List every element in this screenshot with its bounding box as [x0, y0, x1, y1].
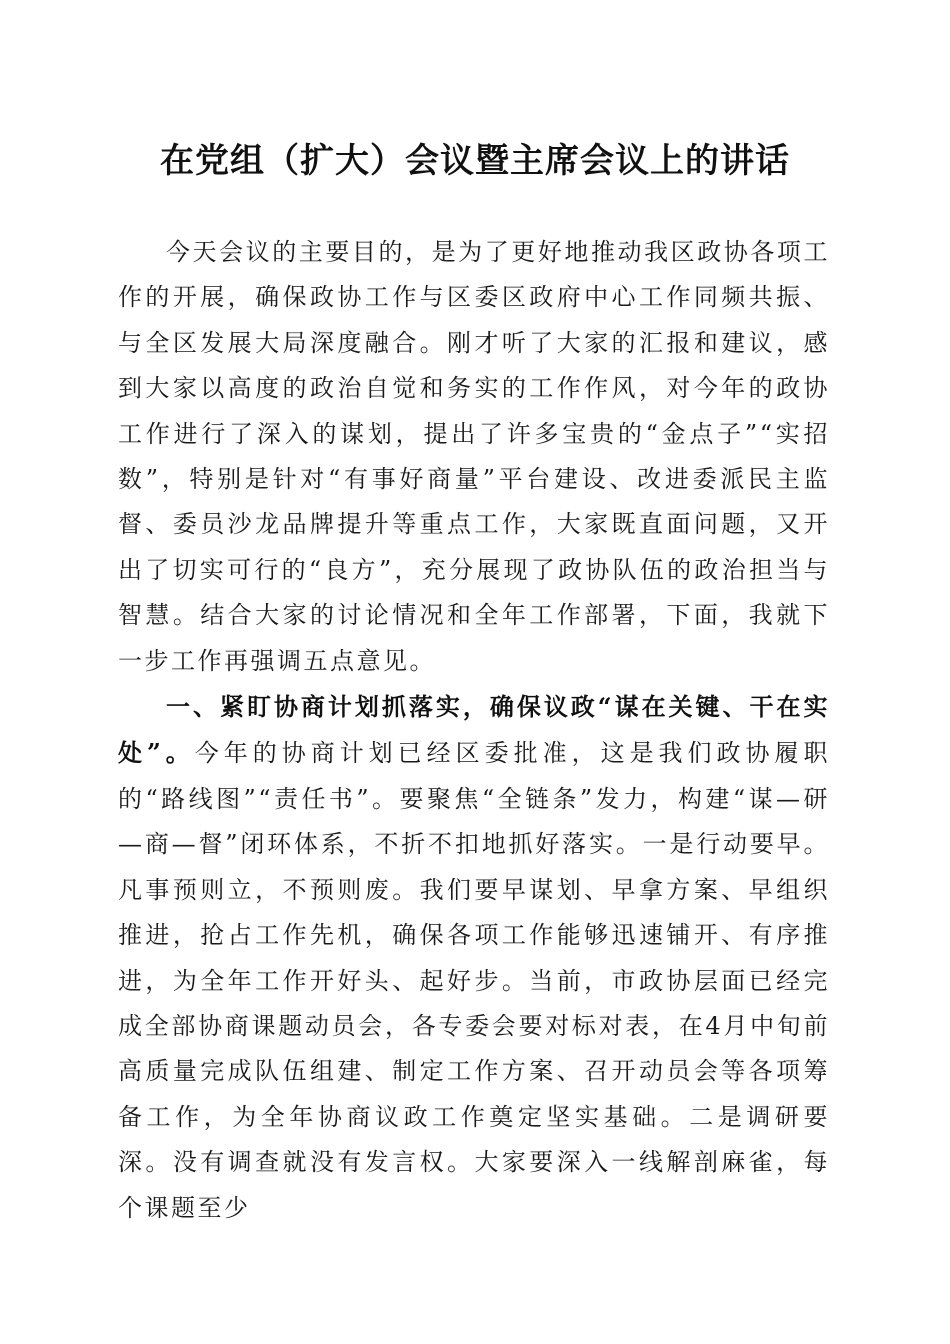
document-body — [118, 230, 830, 1231]
paragraph-section-one — [118, 684, 830, 1231]
section-one-text: 今年的协商计划已经区委批准，这是我们政协履职的“路线图”“责任书”。要聚焦“全链条”发力，构建“谋—研—商—督”闭环体系，不折不扣地抓好落实。一是行动要早。凡事预则立，不预则废。我们要早谋划、早拿方案、早组织推进，抢占工作先机，确保各项工作能够迅速铺开、有序推进，为全年工作开好头、起好步。当前，市政协层面已经完成全部协商课题动员会，各专委会要对标对表，在4月中旬前高质量完成队伍组建、制定工作方案、召开动员会等各项筹备工作，为全年协商议政工作奠定坚实基础。二是调研要深。没有调查就没有发言权。大家要深入一线解剖麻雀，每个课题至少 — [118, 739, 830, 1222]
paragraph-intro — [118, 230, 830, 684]
section-one-heading: 一、紧盯协商计划抓落实，确保议政“谋在关键、干在实处”。 — [118, 692, 830, 768]
document-title: 在党组（扩大）会议暨主席会议上的讲话 — [160, 141, 790, 181]
paragraph-intro-text: 今天会议的主要目的，是为了更好地推动我区政协各项工作的开展，确保政协工作与区委区政府中心工作同频共振、与全区发展大局深度融合。刚才听了大家的汇报和建议，感到大家以高度的政治自觉和务实的工作作风，对今年的政协工作进行了深入的谋划，提出了许多宝贵的“金点子”“实招数”，特别是针对“有事好商量”平台建设、改进委派民主监督、委员沙龙品牌提升等重点工作，大家既直面问题，又开出了切实可行的“良方”，充分展现了政协队伍的政治担当与智慧。结合大家的讨论情况和全年工作部署，下面，我就下一步工作再强调五点意见。 — [118, 238, 830, 675]
